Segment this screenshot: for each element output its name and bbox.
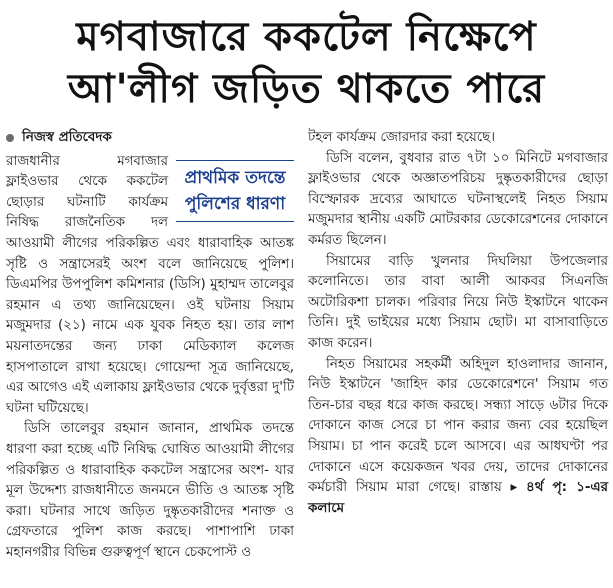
byline bbox=[6, 128, 294, 149]
continuation-note: ৪র্থ পৃ: ১-এর কলামে bbox=[308, 480, 608, 516]
paragraph: টহল কার্যক্রম জোরদার করা হয়েছে। bbox=[308, 130, 496, 145]
paragraph: সিয়ামের বাড়ি খুলনার দিঘলিয়া উপজেলার কলোনিতে। তার বাবা আলী আকবর সিএনজি অটোরিকশা চালক। পরিবার নিয়ে নিউ ইস্কাটনে থাকেন তিনি। দুই ভাইয়ের মধ্যে সিয়াম ছোট। মা বাসাবাড়িতে কাজ করেন। bbox=[308, 253, 608, 351]
pull-quote-line-2: পুলিশের ধারণা bbox=[184, 193, 286, 214]
paragraph: ডিসি তালেবুর রহমান জানান, প্রাথমিক তদন্তে ধারণা করা হচ্ছে এটি নিষিদ্ধ ঘোষিত আওয়ামী লীগের পরিকল্পিত ও ধারাবাহিক ককটেল সন্ত্রাসের অংশ- যার মূল উদ্দেশ্য রাজধানীতে জনমনে ভীতি ও আতঙ্ক সৃষ্টি করা। ঘটনার সাথে জড়িত দুষ্কৃতকারীদের শনাক্ত ও গ্রেফতারে পুলিশ কাজ করছে। পাশাপাশি ঢাকা মহানগরীর বিভিন্ন গুরুত্বপূর্ণ স্থানে চেকপোস্ট ও bbox=[6, 421, 294, 560]
right-column bbox=[308, 128, 608, 519]
paragraph bbox=[308, 355, 608, 520]
left-column bbox=[6, 128, 294, 563]
byline-text: নিজস্ব প্রতিবেদক bbox=[22, 130, 112, 145]
pull-quote bbox=[176, 160, 294, 222]
paragraph: ডিসি বলেন, বুধবার রাত ৭টা ১০ মিনিটে মগবাজার ফ্লাইওভার থেকে অজ্ঞাতপরিচয় দুষ্কৃতকারীদের ছোড়া বিস্ফোরক দ্রব্যের আঘাতে ঘটনাস্থলেই নিহত সিয়াম মজুমদার স্থানীয় একটি মোটরকার ডেকোরেশনের দোকানে কর্মরত ছিলেন। bbox=[308, 150, 608, 248]
headline-line-1: মগবাজারে ককটেল নিক্ষেপে bbox=[76, 14, 537, 60]
paragraph-text: নিহত সিয়ামের সহকর্মী অহিদুল হাওলাদার জানান, নিউ ইস্কাটনে 'জাহিদ কার ডেকোরেশনে' সিয়াম গত তিন-চার বছর ধরে কাজ করছে। সন্ধ্যা সাড়ে ৬টার দিকে দোকানে কাজ সেরে চা পান করার জন্য বের হয়েছিল সিয়াম। চা পান করেই চলে আসবে। এর আধঘণ্টা পর দোকানে এসে কয়েকজন খবর দেয়, তাদের দোকানের কর্মচারী সিয়াম মারা গেছে। রাস্তায় bbox=[308, 356, 608, 496]
paragraph: রাজধানীর মগবাজার ফ্লাইওভার থেকে ককটেল ছোড়ার ঘটনাটি কার্যক্রম নিষিদ্ধ রাজনৈতিক দল আওয়ামী লীগের পরিকল্পিত এবং ধারাবাহিক আতঙ্ক সৃষ্টি ও সন্ত্রাসেরই অংশ বলে জানিয়েছে পুলিশ। ডিএমপির উপপুলিশ কমিশনার (ডিসি) মুহাম্মদ তালেবুর রহমান এ তথ্য জানিয়েছেন। ওই ঘটনায় সিয়াম মজুমদার (২১) নামে এক যুবক নিহত হয়। তার লাশ ময়নাতদন্তের জন্য ঢাকা মেডিক্যাল কলেজ হাসপাতালে রাখা হয়েছে। গোয়েন্দা সূত্র জানিয়েছে, এর আগেও এই এলাকায় ফ্লাইওভার থেকে দুর্বৃত্তরা দু'টি ঘটনা ঘটিয়েছে। bbox=[6, 153, 294, 416]
headline-line-2: আ'লীগ জড়িত থাকতে পারে bbox=[67, 66, 546, 112]
bullet-icon bbox=[6, 134, 14, 142]
pull-quote-line-1: প্রাথমিক তদন্তে bbox=[184, 167, 286, 188]
continuation-arrow-icon: ▸ bbox=[510, 480, 518, 496]
